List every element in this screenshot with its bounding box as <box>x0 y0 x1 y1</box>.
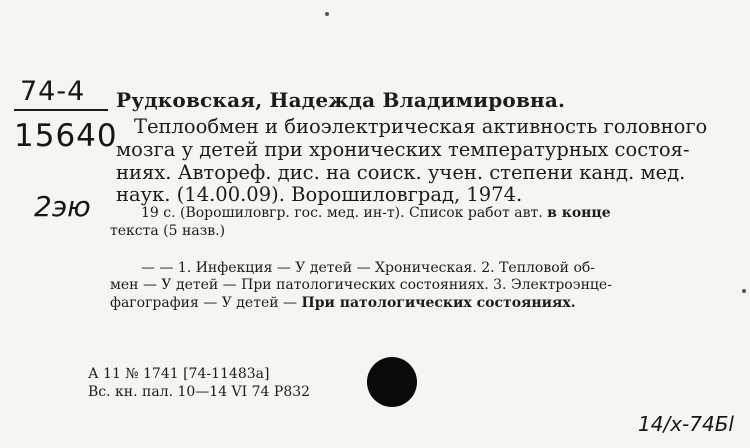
accession-line-1: А 11 № 1741 [74-11483а] <box>88 366 270 382</box>
call-number-divider <box>14 109 108 111</box>
edge-mark <box>742 289 746 293</box>
subject-line-2: мен — У детей — При патологических состояниях. 3. Электроэнце- <box>110 277 612 293</box>
subject-emphasis: При патологических состояниях. <box>301 295 576 311</box>
subject-line-3 <box>110 295 576 311</box>
ink-dot <box>325 12 329 16</box>
title-line-1: Теплообмен и биоэлектрическая активность головного <box>134 115 708 138</box>
punch-hole <box>367 357 417 407</box>
collation-emphasis: в конце <box>547 205 611 221</box>
accession-line-2: Вс. кн. пал. 10—14 VI 74 Р832 <box>88 384 311 400</box>
collation-line-1 <box>141 205 611 221</box>
collation-line-2: текста (5 назв.) <box>110 223 226 239</box>
call-number-bottom: 15640 <box>14 118 118 154</box>
title-line-3: ниях. Автореф. дис. на соиск. учен. степени канд. мед. <box>116 161 686 184</box>
title-line-4: наук. (14.00.09). Ворошиловград, 1974. <box>116 183 523 206</box>
collation-text: 19 с. (Ворошиловгр. гос. мед. ин-т). Список работ авт. <box>141 205 548 221</box>
handwritten-corner-mark: 14/х-74Бl <box>638 412 734 436</box>
title-line-2: мозга у детей при хронических температурных состоя- <box>116 138 690 161</box>
subject-line-1: — — 1. Инфекция — У детей — Хроническая. 2. Тепловой об- <box>141 260 596 276</box>
subject-text: фагография — У детей — <box>110 295 302 311</box>
call-number-top: 74-4 <box>20 76 86 107</box>
handwritten-margin-mark: 2эю <box>34 190 91 223</box>
author-heading: Рудковская, Надежда Владимировна. <box>116 88 566 112</box>
